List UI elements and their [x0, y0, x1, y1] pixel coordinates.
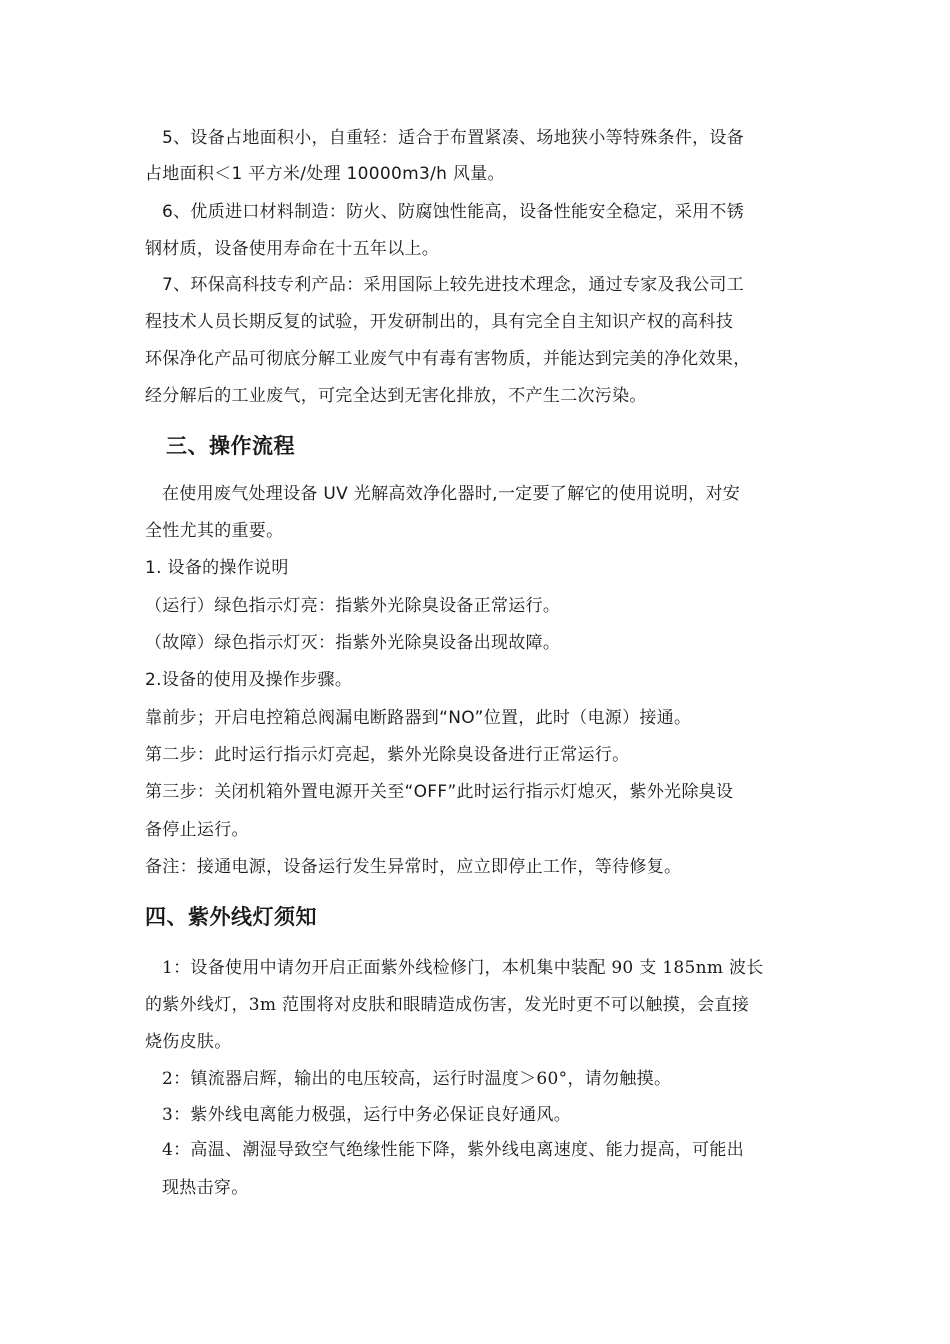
feature-5-line-1: 5、设备占地面积小，自重轻：适合于布置紧凑、场地狭小等特殊条件，设备 — [162, 128, 745, 148]
feature-7-line-2: 程技术人员长期反复的试验，开发研制出的，具有完全自主知识产权的高科技 — [145, 312, 734, 332]
uv-item-1-line-1: 1：设备使用中请勿开启正面紫外线检修门，本机集中装配 90 支 185nm 波长 — [162, 958, 764, 978]
uv-item-1-line-3: 烧伤皮肤。 — [145, 1032, 232, 1052]
operation-step-3-line-2: 备停止运行。 — [145, 820, 249, 840]
operation-subtitle-2: 2.设备的使用及操作步骤。 — [145, 670, 353, 690]
feature-7-line-4: 经分解后的工业废气，可完全达到无害化排放，不产生二次污染。 — [145, 386, 647, 406]
operation-note: 备注：接通电源，设备运行发生异常时，应立即停止工作，等待修复。 — [145, 857, 682, 877]
uv-item-4-line-2: 现热击穿。 — [162, 1178, 249, 1198]
operation-intro-line-1: 在使用废气处理设备 UV 光解高效净化器时,一定要了解它的使用说明，对安 — [162, 484, 741, 504]
operation-step-2: 第二步：此时运行指示灯亮起，紫外光除臭设备进行正常运行。 — [145, 745, 630, 765]
operation-step-3-line-1: 第三步：关闭机箱外置电源开关至“OFF”此时运行指示灯熄灭，紫外光除臭设 — [145, 782, 734, 802]
feature-5-line-2: 占地面积＜1 平方米/处理 10000m3/h 风量。 — [145, 164, 505, 184]
uv-item-2: 2：镇流器启辉，输出的电压较高，运行时温度＞60°，请勿触摸。 — [162, 1069, 672, 1089]
uv-item-4-line-1: 4：高温、潮湿导致空气绝缘性能下降，紫外线电离速度、能力提高，可能出 — [162, 1140, 745, 1160]
uv-item-1-line-2: 的紫外线灯，3m 范围将对皮肤和眼睛造成伤害，发光时更不可以触摸，会直接 — [145, 995, 750, 1015]
feature-6-line-2: 钢材质，设备使用寿命在十五年以上。 — [145, 239, 440, 259]
feature-7-line-1: 7、环保高科技专利产品：采用国际上较先进技术理念，通过专家及我公司工 — [162, 275, 745, 295]
section-heading-operation: 三、操作流程 — [166, 434, 295, 458]
section-heading-uv-lamp: 四、紫外线灯须知 — [145, 905, 317, 929]
fault-light-description: （故障）绿色指示灯灭：指紫外光除臭设备出现故障。 — [145, 633, 561, 653]
operation-intro-line-2: 全性尤其的重要。 — [145, 521, 284, 541]
operation-step-1: 靠前步；开启电控箱总阀漏电断路器到“NO”位置，此时（电源）接通。 — [145, 708, 692, 728]
uv-item-3: 3：紫外线电离能力极强，运行中务必保证良好通风。 — [162, 1105, 572, 1125]
feature-7-line-3: 环保净化产品可彻底分解工业废气中有毒有害物质，并能达到完美的净化效果， — [145, 349, 751, 369]
operation-subtitle-1: 1. 设备的操作说明 — [145, 558, 289, 578]
run-light-description: （运行）绿色指示灯亮：指紫外光除臭设备正常运行。 — [145, 596, 561, 616]
feature-6-line-1: 6、优质进口材料制造：防火、防腐蚀性能高，设备性能安全稳定，采用不锈 — [162, 202, 745, 222]
